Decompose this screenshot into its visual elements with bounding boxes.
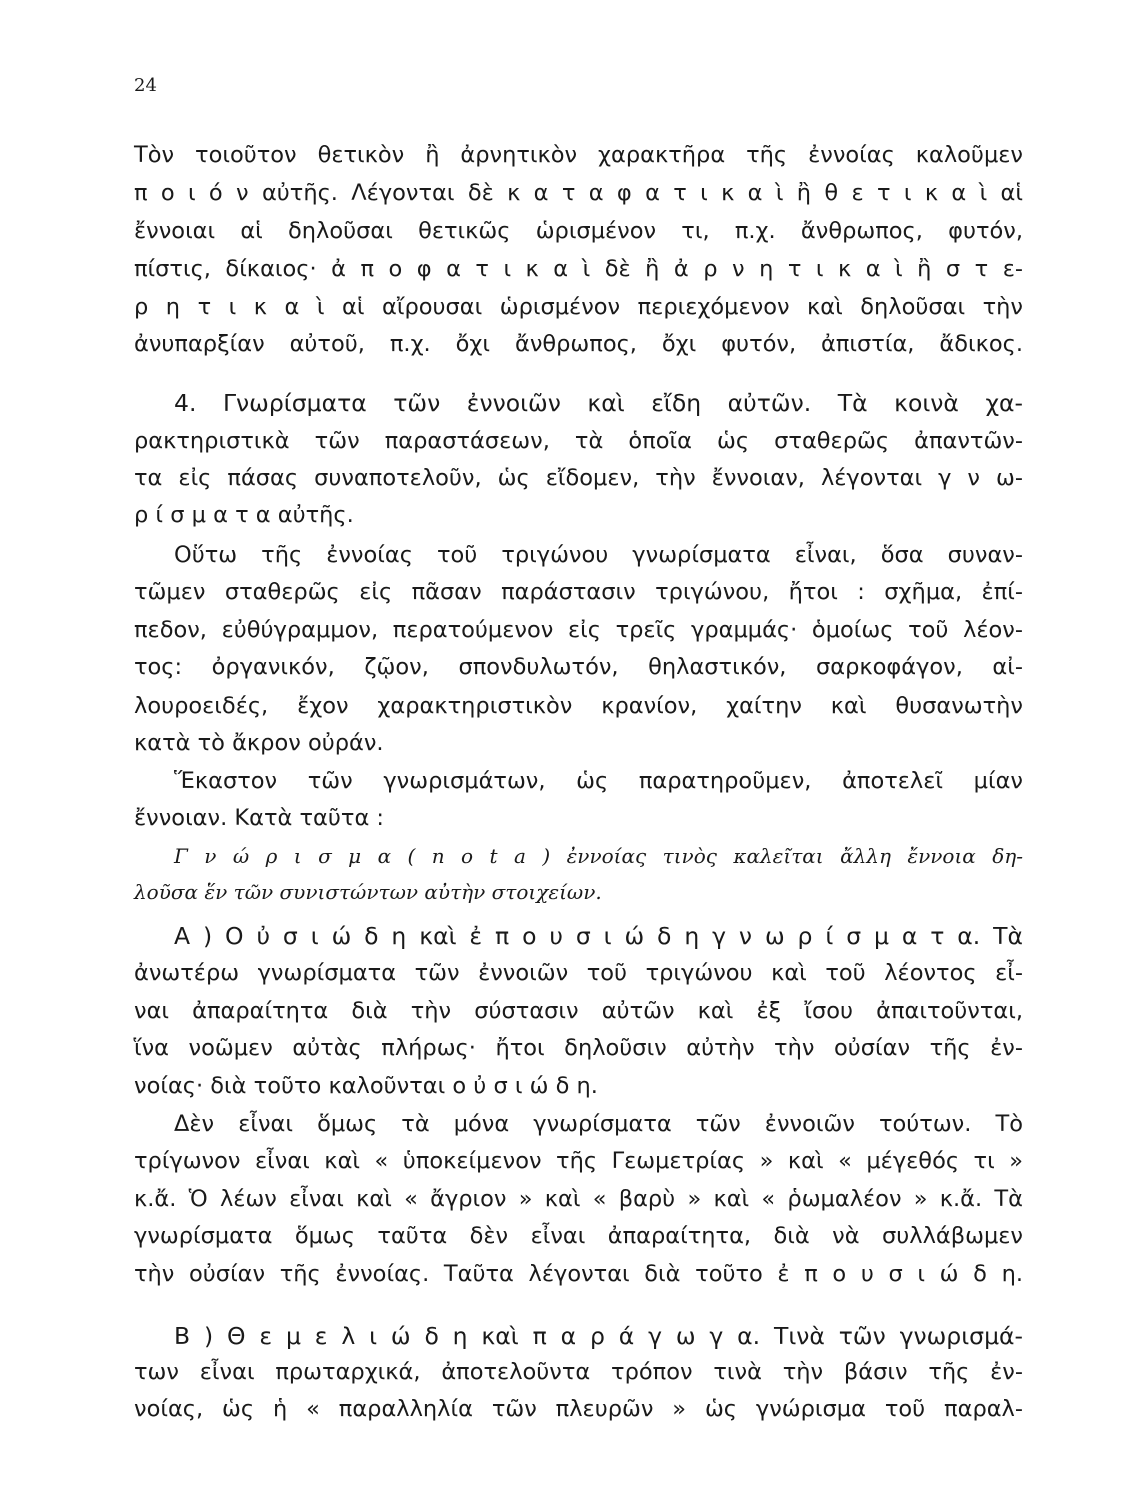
text-line: Τὸν τοιοῦτον θετικὸν ἢ ἀρνητικὸν χαρακτῆρα τῆς ἐννοίας καλοῦμεν — [134, 142, 1023, 168]
text-line: νοίας· διὰ τοῦτο καλοῦνται ο ὐ σ ι ώ δ η. — [134, 1073, 598, 1099]
text-line: κ.ἄ. Ὁ λέων εἶναι καὶ « ἄγριον » καὶ « βαρὺ » καὶ « ῥωμαλέον » κ.ἄ. Τὰ — [134, 1186, 1023, 1212]
text-line: ναι ἀπαραίτητα διὰ τὴν σύστασιν αὐτῶν καὶ ἐξ ἴσου ἀπαιτοῦνται, — [134, 998, 1023, 1024]
text-line: Δὲν εἶναι ὅμως τὰ μόνα γνωρίσματα τῶν ἐννοιῶν τούτων. Τὸ — [174, 1111, 1023, 1137]
text-line: Ἕκαστον τῶν γνωρισμάτων, ὡς παρατηροῦμεν, ἀποτελεῖ μίαν — [174, 768, 1023, 794]
text-line: τρίγωνον εἶναι καὶ « ὑποκείμενον τῆς Γεωμετρίας » καὶ « μέγεθός τι » — [134, 1148, 1023, 1174]
text-line: λουροειδές, ἔχον χαρακτηριστικὸν κρανίον, χαίτην καὶ θυσανωτὴν — [134, 693, 1023, 719]
text-line: τῶμεν σταθερῶς εἰς πᾶσαν παράστασιν τριγώνου, ἤτοι : σχῆμα, ἐπί- — [134, 579, 1023, 605]
section-heading-4: 4. Γνωρίσματα τῶν ἐννοιῶν καὶ εἴδη αὐτῶν. Τὰ κοινὰ χα- — [174, 389, 1023, 417]
text-line: ρ η τ ι κ α ὶ αἱ αἴρουσαι ὡρισμένον περιεχόμενον καὶ δηλοῦσαι τὴν — [134, 294, 1023, 320]
page-number: 24 — [134, 75, 157, 96]
subsection-heading-b: Β ) Θ ε μ ε λ ι ώ δ η καὶ π α ρ ά γ ω γ α. Τινὰ τῶν γνωρισμά- — [174, 1322, 1023, 1350]
text-line: τα εἰς πάσας συναποτελοῦν, ὡς εἴδομεν, τὴν ἔννοιαν, λέγονται γ ν ω- — [134, 465, 1023, 491]
text-line: ρ ί σ μ α τ α αὐτῆς. — [134, 502, 354, 528]
text-line: πίστις, δίκαιος· ἀ π ο φ α τ ι κ α ὶ δὲ ἢ ἀ ρ ν η τ ι κ α ὶ ἢ σ τ ε- — [134, 256, 1023, 282]
subsection-heading-a: Α ) Ο ὐ σ ι ώ δ η καὶ ἐ π ο υ σ ι ώ δ η γ ν ω ρ ί σ μ α τ α. Τὰ — [174, 922, 1023, 950]
text-line: νοίας, ὡς ἡ « παραλληλία τῶν πλευρῶν » ὡς γνώρισμα τοῦ παραλ- — [134, 1396, 1023, 1422]
text-line: γνωρίσματα ὅμως ταῦτα δὲν εἶναι ἀπαραίτητα, διὰ νὰ συλλάβωμεν — [134, 1223, 1023, 1249]
definition-line: Γ ν ώ ρ ι σ μ α ( n o t a ) ἐννοίας τινὸς καλεῖται ἄλλη ἔννοια δη- — [174, 844, 1023, 868]
text-line: πεδον, εὐθύγραμμον, περατούμενον εἰς τρεῖς γραμμάς· ὁμοίως τοῦ λέον- — [134, 617, 1023, 643]
text-line: τὴν οὐσίαν τῆς ἐννοίας. Ταῦτα λέγονται διὰ τοῦτο ἐ π ο υ σ ι ώ δ η. — [134, 1261, 1023, 1287]
definition-line: λοῦσα ἕν τῶν συνιστώντων αὐτὴν στοιχείων. — [134, 880, 602, 904]
text-line: ἔννοιαν. Κατὰ ταῦτα : — [134, 805, 385, 831]
text-line: τος: ὀργανικόν, ζῷον, σπονδυλωτόν, θηλαστικόν, σαρκοφάγον, αἰ- — [134, 654, 1023, 680]
text-line: ρακτηριστικὰ τῶν παραστάσεων, τὰ ὁποῖα ὡς σταθερῶς ἀπαντῶν- — [134, 428, 1023, 454]
text-line: ἔννοιαι αἱ δηλοῦσαι θετικῶς ὡρισμένον τι, π.χ. ἄνθρωπος, φυτόν, — [134, 218, 1023, 244]
text-line: ἀνωτέρω γνωρίσματα τῶν ἐννοιῶν τοῦ τριγώνου καὶ τοῦ λέοντος εἶ- — [134, 960, 1023, 986]
text-line: των εἶναι πρωταρχικά, ἀποτελοῦντα τρόπον τινὰ τὴν βάσιν τῆς ἐν- — [134, 1359, 1023, 1385]
text-line: κατὰ τὸ ἄκρον οὐράν. — [134, 730, 384, 756]
text-line: Οὕτω τῆς ἐννοίας τοῦ τριγώνου γνωρίσματα εἶναι, ὅσα συναν- — [174, 542, 1023, 568]
text-line: ἵνα νοῶμεν αὐτὰς πλήρως· ἤτοι δηλοῦσιν αὐτὴν τὴν οὐσίαν τῆς ἐν- — [134, 1035, 1023, 1061]
text-line: π ο ι ό ν αὐτῆς. Λέγονται δὲ κ α τ α φ α τ ι κ α ὶ ἢ θ ε τ ι κ α ὶ αἱ — [134, 180, 1023, 206]
text-line: ἀνυπαρξίαν αὐτοῦ, π.χ. ὄχι ἄνθρωπος, ὄχι φυτόν, ἀπιστία, ἄδικος. — [134, 331, 1023, 357]
